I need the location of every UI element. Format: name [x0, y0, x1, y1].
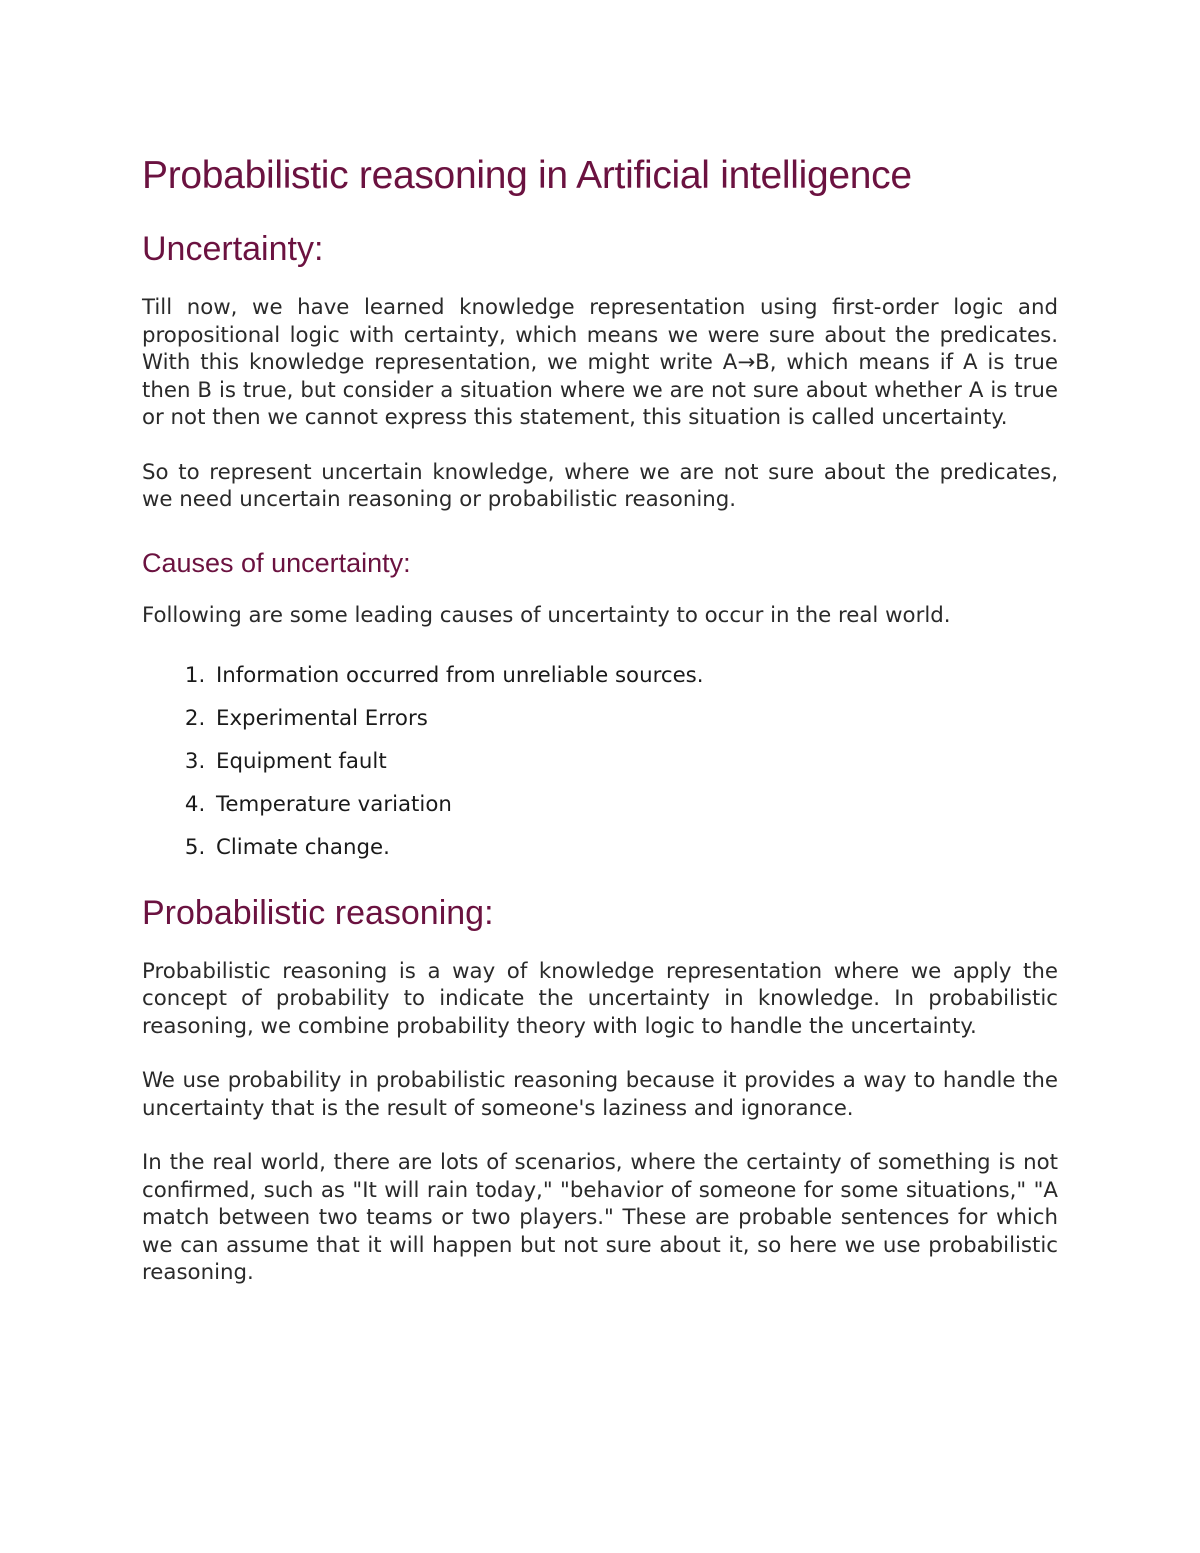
- list-item: 2. Experimental Errors: [212, 705, 1058, 733]
- uncertainty-paragraph-2: So to represent uncertain knowledge, where we are not sure about the predicates, we need uncertain reasoning or probabilistic reasoning.: [142, 459, 1058, 512]
- probabilistic-paragraph-3: In the real world, there are lots of scenarios, where the certainty of something is not confirmed, such as "It will rain today," "behavior of someone for some situations," "A match between two teams or two players." These are probable sentences for which we can assume that it will happen but not sure about it, so here we use probabilistic reasoning.: [142, 1150, 1058, 1285]
- document-title: Probabilistic reasoning in Artificial intelligence: [142, 154, 912, 197]
- causes-list: [142, 662, 1058, 862]
- document-page: [142, 150, 1058, 1314]
- list-item: 4. Temperature variation: [212, 791, 1058, 819]
- probabilistic-paragraph-2: We use probability in probabilistic reasoning because it provides a way to handle the uncertainty that is the result of someone's laziness and ignorance.: [142, 1068, 1058, 1121]
- list-item: 3. Equipment fault: [212, 748, 1058, 776]
- uncertainty-heading: Uncertainty:: [142, 230, 324, 268]
- probabilistic-paragraph-1: Probabilistic reasoning is a way of knowledge representation where we apply the concept of probability to indicate the uncertainty in knowledge. In probabilistic reasoning, we combine probability theory with logic to handle the uncertainty.: [142, 958, 1058, 1039]
- causes-heading: Causes of uncertainty:: [142, 547, 411, 578]
- probabilistic-heading: Probabilistic reasoning:: [142, 893, 494, 932]
- list-item: 5. Climate change.: [212, 834, 1058, 862]
- list-item: 1. Information occurred from unreliable sources.: [212, 662, 1058, 690]
- causes-intro: Following are some leading causes of uncertainty to occur in the real world.: [142, 602, 951, 628]
- uncertainty-paragraph-1: Till now, we have learned knowledge representation using first-order logic and propositional logic with certainty, which means we were sure about the predicates. With this knowledge representation, we might write A→B, which means if A is true then B is true, but consider a situation where we are not sure about whether A is true or not then we cannot express this statement, this situation is called uncertainty.: [142, 295, 1058, 430]
